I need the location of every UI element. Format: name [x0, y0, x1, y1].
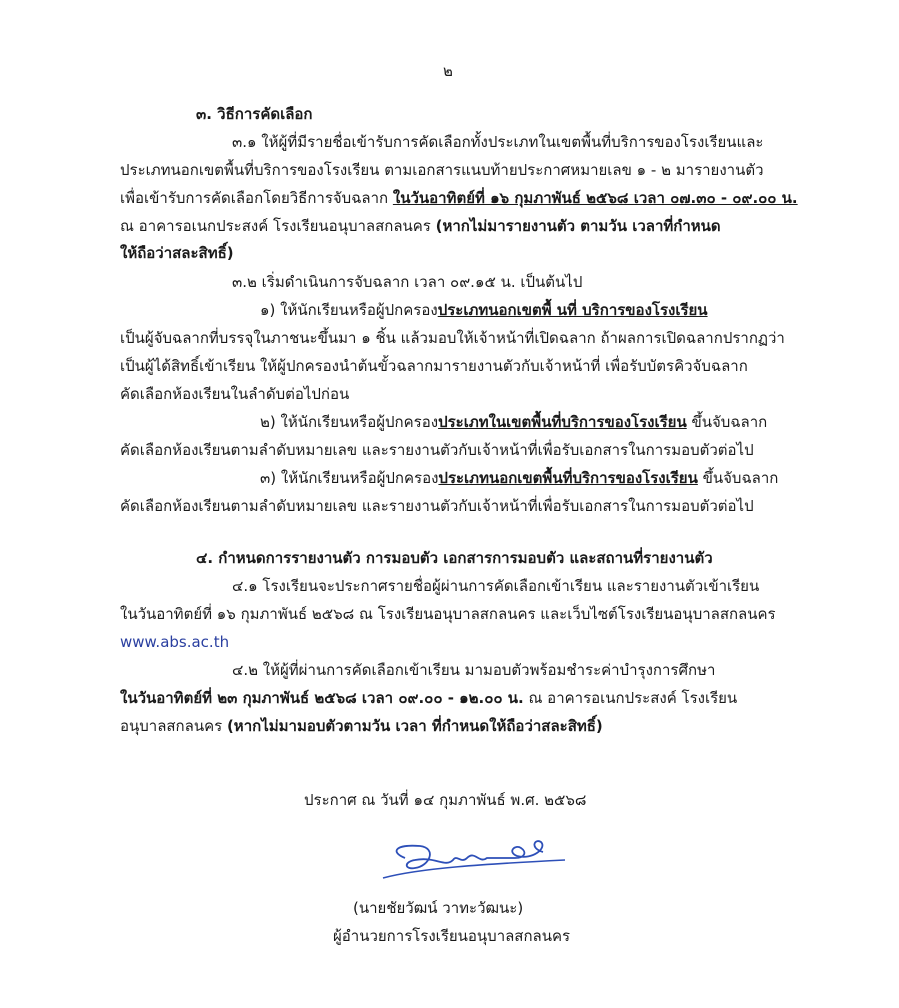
s4-p1-line2: ในวันอาทิตย์ที่ ๑๖ กุมภาพันธ์ ๒๕๖๘ ณ โรงเรียนอนุบาลสกลนคร และเว็บไซต์โรงเรียนอนุบาลสกลนคร	[120, 605, 776, 623]
s3-item1-text: ๑) ให้นักเรียนหรือผู้ปกครอง	[260, 301, 438, 319]
section-4-heading: ๔. กำหนดการรายงานตัว การมอบตัว เอกสารการมอบตัว และสถานที่รายงานตัว	[196, 549, 713, 567]
s3-item3-text: ๓) ให้นักเรียนหรือผู้ปกครอง	[260, 469, 439, 487]
s3-item3-line1	[260, 467, 778, 489]
announcement-date: ประกาศ ณ วันที่ ๑๔ กุมภาพันธ์ พ.ศ. ๒๕๖๘	[304, 791, 587, 809]
s4-p2-line2	[120, 687, 737, 709]
s3-p1-line5: ให้ถือว่าสละสิทธิ์)	[120, 244, 234, 262]
signer-title: ผู้อำนวยการโรงเรียนอนุบาลสกลนคร	[333, 927, 571, 945]
signer-name: (นายชัยวัฒน์ วาทะวัฒนะ)	[353, 899, 524, 917]
s3-date-time-emphasis: ในวันอาทิตย์ที่ ๑๖ กุมภาพันธ์ ๒๕๖๘ เวลา ๐๗.๓๐ - ๐๙.๐๐ น.	[392, 189, 798, 207]
s3-p1-line1: ๓.๑ ให้ผู้ที่มีรายชื่อเข้ารับการคัดเลือกทั้งประเภทในเขตพื้นที่บริการของโรงเรียนและ	[232, 133, 764, 151]
s3-item2-line2: คัดเลือกห้องเรียนตามลำดับหมายเลข และรายงานตัวกับเจ้าหน้าที่เพื่อรับเอกสารในการมอบตัวต่อไป	[120, 441, 754, 459]
s3-item2-line1	[260, 411, 767, 433]
s4-p2-line1: ๔.๒ ให้ผู้ที่ผ่านการคัดเลือกเข้าเรียน มามอบตัวพร้อมชำระค่าบำรุงการศึกษา	[232, 661, 716, 679]
s3-item2-tail: ขึ้นจับฉลาก	[686, 413, 768, 431]
s3-item1-line3: เป็นผู้ได้สิทธิ์เข้าเรียน ให้ผู้ปกครองนำต้นขั้วฉลากมารายงานตัวกับเจ้าหน้าที่ เพื่อรับบัตรคิวจับฉลาก	[120, 357, 748, 375]
s3-p1-line4-text: ณ อาคารอเนกประสงค์ โรงเรียนอนุบาลสกลนคร	[120, 217, 436, 235]
section-3-heading: ๓. วิธีการคัดเลือก	[196, 105, 313, 123]
s3-p1-line4	[120, 215, 721, 237]
s3-item3-tail: ขึ้นจับฉลาก	[697, 469, 779, 487]
s3-item2-emphasis: ประเภทในเขตพื้นที่บริการของโรงเรียน	[438, 413, 687, 431]
s4-p1-line1: ๔.๑ โรงเรียนจะประกาศรายชื่อผู้ผ่านการคัดเลือกเข้าเรียน และรายงานตัวเข้าเรียน	[232, 577, 760, 595]
s3-p1-line3	[120, 187, 798, 209]
page-number: ๒	[443, 62, 453, 80]
s3-item1-emphasis: ประเภทนอกเขตพื้ นที่ บริการของโรงเรียน	[437, 301, 708, 319]
s3-p2-line1: ๓.๒ เริ่มดำเนินการจับฉลาก เวลา ๐๙.๑๕ น. เป็นต้นไป	[232, 273, 583, 291]
s3-item1-line2: เป็นผู้จับฉลากที่บรรจุในภาชนะขึ้นมา ๑ ชิ้น แล้วมอบให้เจ้าหน้าที่เปิดฉลาก ถ้าผลการเปิดฉลากปรากฏว่า	[120, 329, 785, 347]
school-website-link[interactable]: www.abs.ac.th	[120, 633, 230, 651]
signature-image	[375, 838, 575, 898]
s3-p1-line2: ประเภทนอกเขตพื้นที่บริการของโรงเรียน ตามเอกสารแนบท้ายประกาศหมายเลข ๑ - ๒ มารายงานตัว	[120, 161, 764, 179]
s3-forfeit-note: (หากไม่มารายงานตัว ตามวัน เวลาที่กำหนด	[435, 217, 721, 235]
s4-forfeit-note: (หากไม่มามอบตัวตามวัน เวลา ที่กำหนดให้ถือว่าสละสิทธิ์)	[226, 717, 603, 735]
s3-p1-line3-text: เพื่อเข้ารับการคัดเลือกโดยวิธีการจับฉลาก	[120, 189, 393, 207]
s3-item1-line4: คัดเลือกห้องเรียนในลำดับต่อไปก่อน	[120, 385, 350, 403]
s3-item3-line2: คัดเลือกห้องเรียนตามลำดับหมายเลข และรายงานตัวกับเจ้าหน้าที่เพื่อรับเอกสารในการมอบตัวต่อไป	[120, 497, 754, 515]
s3-item3-emphasis: ประเภทนอกเขตพื้นที่บริการของโรงเรียน	[438, 469, 698, 487]
s4-p2-line2-tail: ณ อาคารอเนกประสงค์ โรงเรียน	[523, 689, 738, 707]
s4-date-time-emphasis: ในวันอาทิตย์ที่ ๒๓ กุมภาพันธ์ ๒๕๖๘ เวลา ๐๙.๐๐ - ๑๒.๐๐ น.	[120, 689, 524, 707]
s3-item2-text: ๒) ให้นักเรียนหรือผู้ปกครอง	[260, 413, 439, 431]
s4-p2-line3	[120, 715, 603, 737]
s4-p2-line3-text: อนุบาลสกลนคร	[120, 717, 227, 735]
s3-item1-line1	[260, 299, 708, 321]
